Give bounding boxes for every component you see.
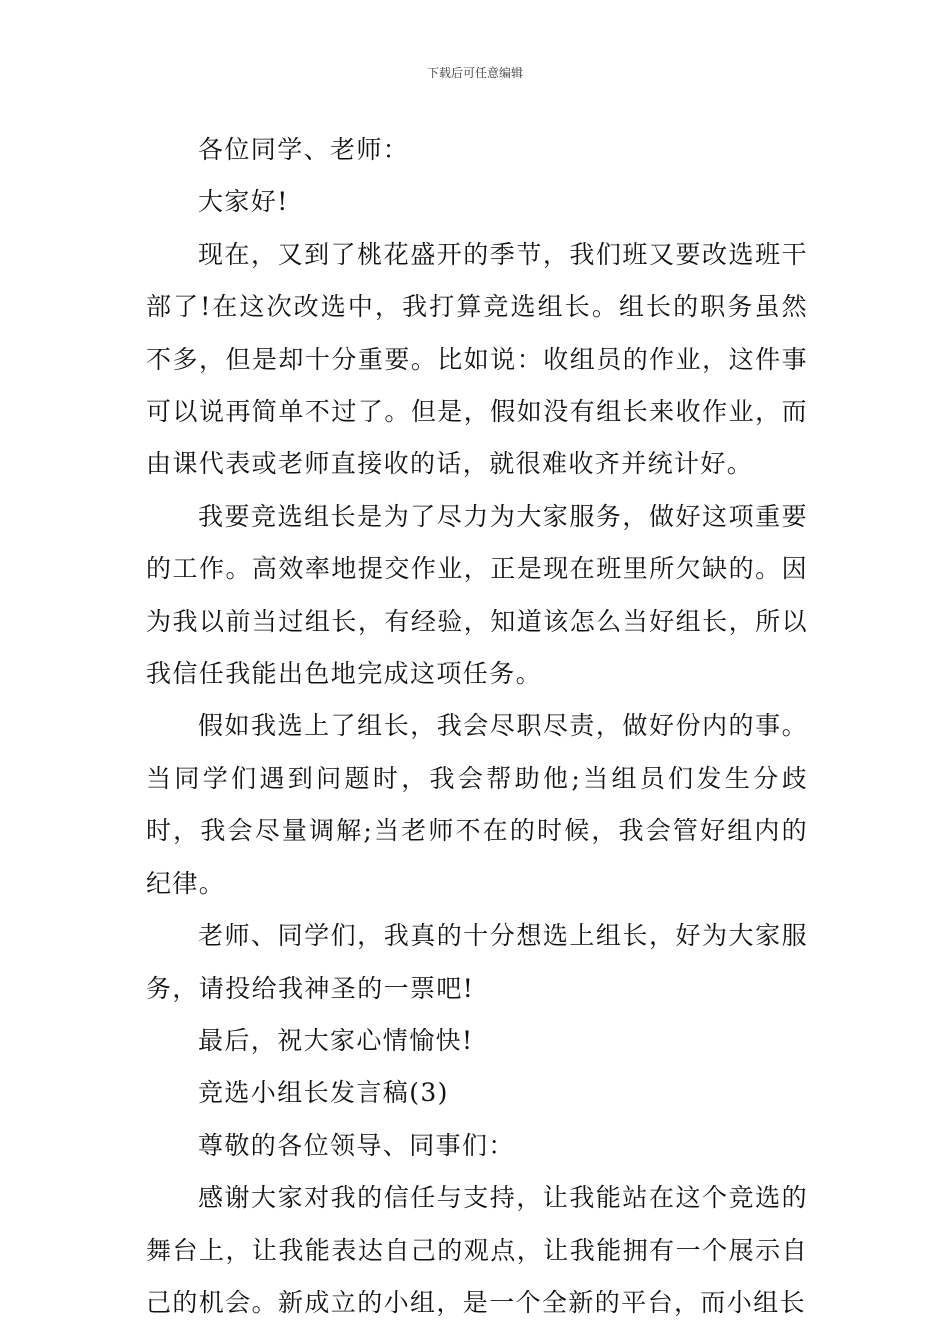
paragraph: 我要竞选组长是为了尽力为大家服务，做好这项重要的工作。高效率地提交作业，正是现在班里所欠缺的。因为我以前当过组长，有经验，知道该怎么当好组长，所以我信任我能出色地完成这项任务。 (146, 501, 808, 689)
greeting: 大家好! (198, 187, 289, 217)
paragraph: 老师、同学们，我真的十分想选上组长，好为大家服务，请投给我神圣的一票吧! (146, 921, 808, 1003)
page-header-note: 下载后可任意编辑 (426, 66, 523, 80)
paragraph: 假如我选上了组长，我会尽职尽责，做好份内的事。当同学们遇到问题时，我会帮助他;当组员们发生分歧时，我会尽量调解;当老师不在的时候，我会管好组内的纪律。 (146, 711, 808, 898)
salutation: 各位同学、老师： (198, 135, 410, 164)
closing-wish: 最后，祝大家心情愉快! (198, 1025, 474, 1055)
paragraph: 现在，又到了桃花盛开的季节，我们班又要改选班干部了!在这次改选中，我打算竞选组长。组长的职务虽然不多，但是却十分重要。比如说：收组员的作业，这件事可以说再简单不过了。但是，假如没有组长来收作业，而由课代表或老师直接收的话，就很难收齐并统计好。 (146, 239, 808, 479)
paragraph: 感谢大家对我的信任与支持，让我能站在这个竞选的舞台上，让我能表达自己的观点，让我能拥有一个展示自己的机会。新成立的小组，是一个全新的平台，而小组长 (146, 1183, 808, 1317)
section-title: 竞选小组长发言稿(3) (198, 1078, 449, 1108)
document-body (146, 124, 808, 1329)
salutation: 尊敬的各位领导、同事们： (198, 1130, 515, 1160)
